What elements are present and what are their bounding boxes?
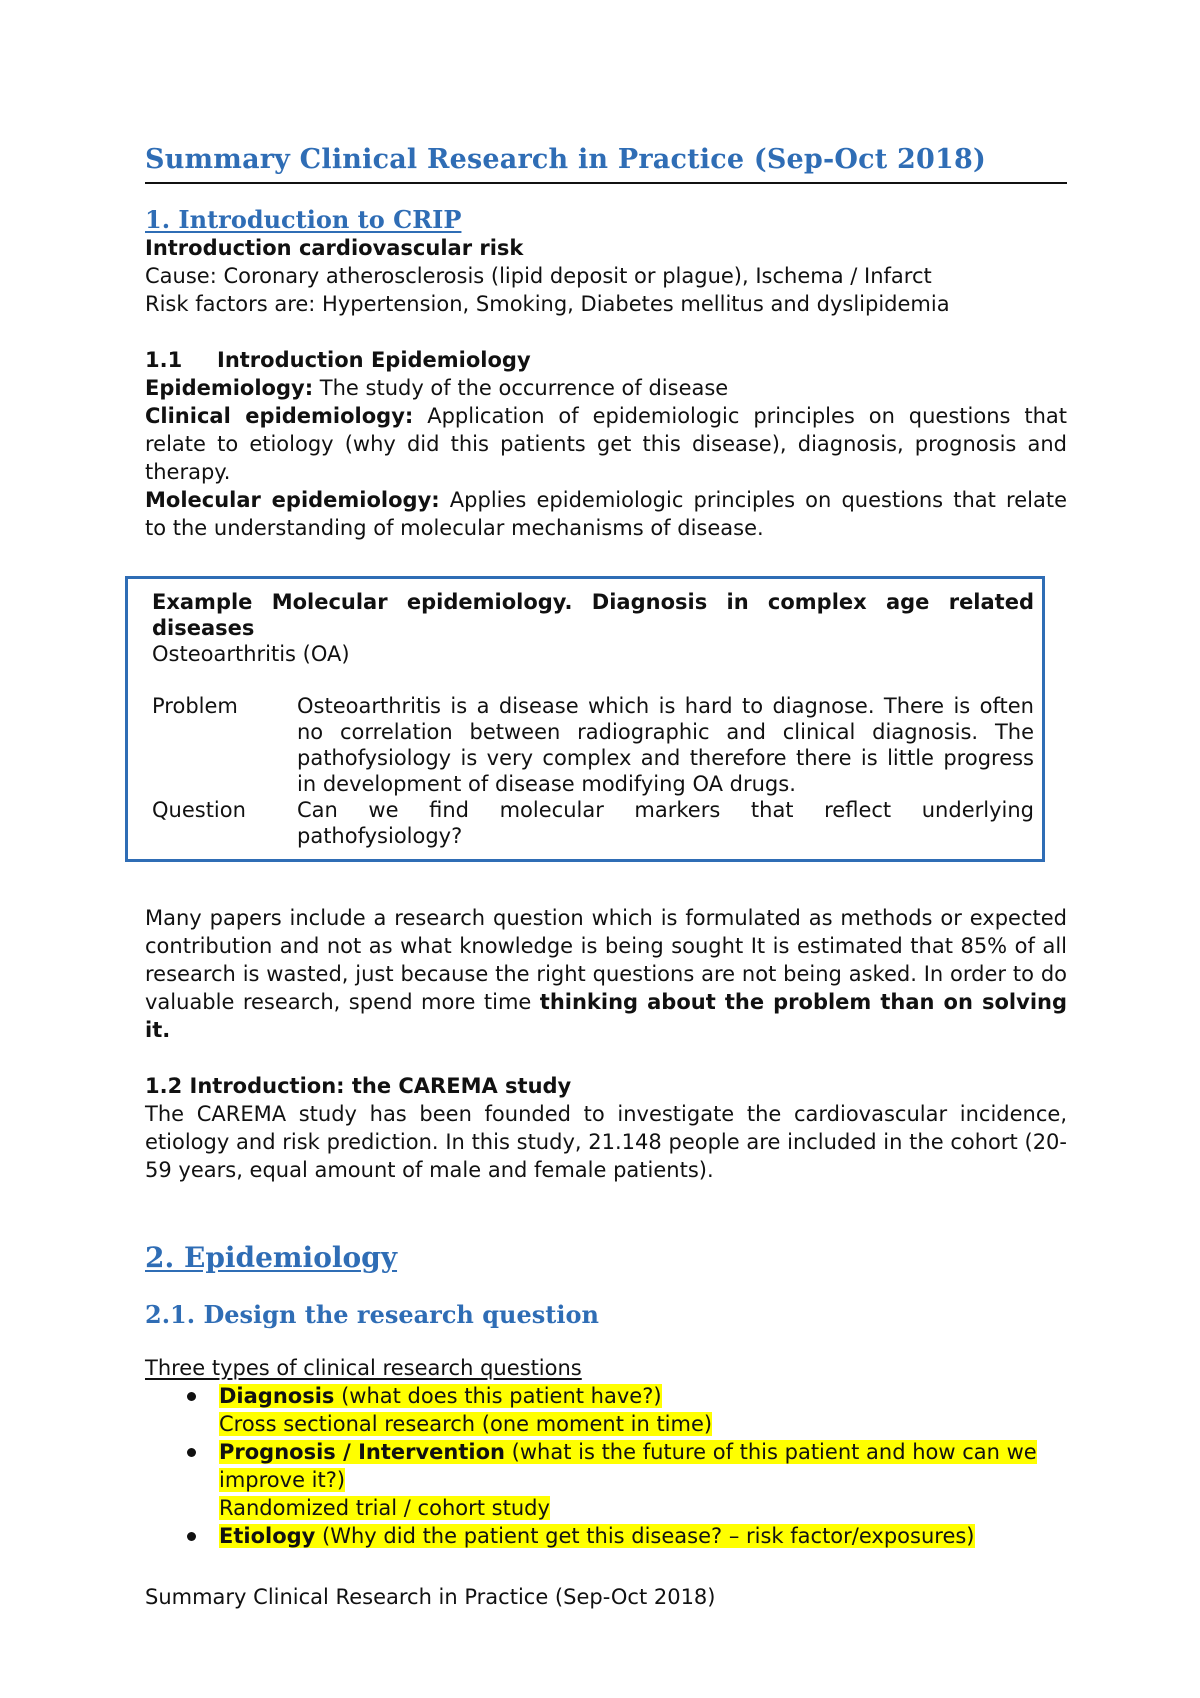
page-content-lower bbox=[145, 904, 1067, 1550]
list-item bbox=[185, 1382, 1067, 1438]
molecular-epidemiology-definition bbox=[145, 486, 1067, 542]
question-label: Question bbox=[152, 798, 246, 822]
problem-row bbox=[152, 693, 1034, 797]
section-1-1-title: Introduction Epidemiology bbox=[217, 348, 531, 372]
question-text: Can we find molecular markers that reflect underlying pathofysiology? bbox=[297, 798, 1034, 848]
example-box-title: Example Molecular epidemiology. Diagnosis in complex age related diseases bbox=[152, 590, 1034, 640]
question-types-list bbox=[145, 1382, 1067, 1550]
page-footer: Summary Clinical Research in Practice (Sep-Oct 2018) bbox=[145, 1585, 716, 1609]
section-2-heading: 2. Epidemiology bbox=[145, 1241, 398, 1274]
list-item-text: (Why did the patient get this disease? – risk factor/exposures) bbox=[315, 1524, 975, 1548]
example-box-subtitle: Osteoarthritis (OA) bbox=[152, 642, 350, 666]
research-waste-paragraph bbox=[145, 904, 1067, 1044]
clinical-epidemiology-definition bbox=[145, 402, 1067, 486]
problem-label: Problem bbox=[152, 694, 238, 718]
list-item-text: (what is the future of this patient and how can we improve it?) bbox=[219, 1440, 1037, 1492]
epidemiology-term: Epidemiology: bbox=[145, 376, 314, 400]
question-row bbox=[152, 797, 1034, 849]
section-1-2-heading: 1.2 Introduction: the CAREMA study bbox=[145, 1074, 572, 1098]
document-title: Summary Clinical Research in Practice (Sep-Oct 2018) bbox=[145, 140, 1067, 184]
carema-paragraph: The CAREMA study has been founded to investigate the cardiovascular incidence, etiology and risk prediction. In this study, 21.148 people are included in the cohort (20-59 years, equal amount of male and female patients). bbox=[145, 1102, 1067, 1182]
epidemiology-text: The study of the occurrence of disease bbox=[313, 376, 729, 400]
bullet-icon bbox=[187, 1532, 196, 1541]
clinical-epidemiology-text: Application of epidemiologic principles on questions that relate to etiology (why did this patients get this disease), diagnosis, prognosis and therapy. bbox=[145, 404, 1067, 484]
list-item-text: (what does this patient have?) bbox=[334, 1384, 662, 1408]
molecular-epidemiology-term: Molecular epidemiology: bbox=[145, 488, 440, 512]
section-1-heading: 1. Introduction to CRIP bbox=[145, 205, 462, 234]
example-box bbox=[125, 576, 1045, 862]
molecular-epidemiology-text: Applies epidemiologic principles on questions that relate to the understanding of molecular mechanisms of disease. bbox=[145, 488, 1067, 540]
clinical-epidemiology-term: Clinical epidemiology: bbox=[145, 404, 414, 428]
risk-factors-line: Risk factors are: Hypertension, Smoking, Diabetes mellitus and dyslipidemia bbox=[145, 292, 950, 316]
bullet-icon bbox=[187, 1448, 196, 1457]
cause-line: Cause: Coronary atherosclerosis (lipid deposit or plague), Ischema / Infarct bbox=[145, 264, 932, 288]
research-waste-text: Many papers include a research question which is formulated as methods or expected contribution and not as what knowledge is being sought It is estimated that 85% of all research is wasted, just because the right questions are not being asked. In order to do valuable research, spend more time bbox=[145, 906, 1067, 1014]
list-item bbox=[185, 1522, 1067, 1550]
section-1-1-number: 1.1 bbox=[145, 348, 183, 372]
section-1-subheading: Introduction cardiovascular risk bbox=[145, 236, 524, 260]
list-item-term: Prognosis / Intervention bbox=[219, 1440, 505, 1464]
research-waste-emphasis: thinking about the problem than on solving it. bbox=[145, 990, 1068, 1042]
problem-text: Osteoarthritis is a disease which is hard to diagnose. There is often no correlation between radiographic and clinical diagnosis. The pathofysiology is very complex and therefore there is little progress in development of disease modifying OA drugs. bbox=[297, 694, 1034, 796]
list-title: Three types of clinical research questions bbox=[145, 1356, 582, 1380]
list-item bbox=[185, 1438, 1067, 1522]
list-item-term: Diagnosis bbox=[219, 1384, 335, 1408]
list-item-extra: Randomized trial / cohort study bbox=[219, 1496, 550, 1520]
page-content bbox=[145, 140, 1067, 542]
epidemiology-definition bbox=[145, 374, 1067, 402]
section-2-1-heading: 2.1. Design the research question bbox=[145, 1300, 599, 1329]
list-item-extra: Cross sectional research (one moment in time) bbox=[219, 1412, 713, 1436]
section-1-1-heading bbox=[145, 346, 1067, 374]
bullet-icon bbox=[187, 1392, 196, 1401]
list-item-term: Etiology bbox=[219, 1524, 316, 1548]
